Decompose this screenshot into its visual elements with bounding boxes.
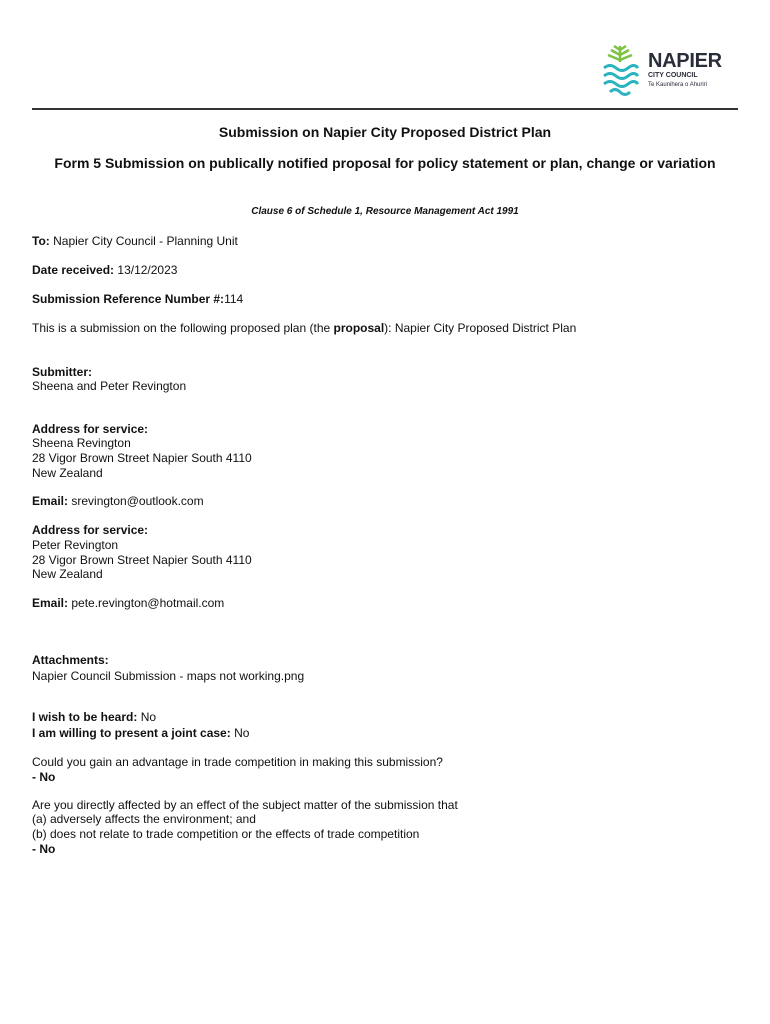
email-label: Email: — [32, 596, 69, 610]
to-line — [32, 234, 238, 249]
heard-label: I wish to be heard: — [32, 710, 138, 724]
email-value: srevington@outlook.com — [71, 494, 204, 508]
logo-subtitle: CITY COUNCIL — [648, 72, 698, 79]
address-street: 28 Vigor Brown Street Napier South 4110 — [32, 451, 252, 465]
address-label: Address for service: — [32, 422, 149, 436]
legal-clause: Clause 6 of Schedule 1, Resource Management Act 1991 — [251, 206, 519, 217]
submitter-value: Sheena and Peter Revington — [32, 379, 187, 393]
date-line — [32, 263, 177, 278]
trade-question: Could you gain an advantage in trade competition in making this submission? — [32, 755, 443, 769]
reference-label: Submission Reference Number #: — [32, 292, 225, 306]
proposal-text-post: ): Napier City Proposed District Plan — [384, 321, 577, 335]
email-label: Email: — [32, 494, 69, 508]
to-label: To: — [32, 234, 50, 248]
trade-answer: - No — [32, 770, 56, 784]
affected-answer: - No — [32, 842, 56, 856]
joint-case-line — [32, 726, 249, 741]
heard-line — [32, 710, 156, 725]
reference-value: 114 — [224, 292, 244, 306]
address-country: New Zealand — [32, 466, 103, 480]
heard-value: No — [140, 710, 157, 724]
header-divider — [32, 108, 738, 110]
attachment-file: Napier Council Submission - maps not working.png — [32, 669, 305, 683]
address-street: 28 Vigor Brown Street Napier South 4110 — [32, 553, 252, 567]
date-value: 13/12/2023 — [117, 263, 178, 277]
napier-city-council-logo — [598, 44, 738, 96]
proposal-text-pre: This is a submission on the following proposed plan (the — [32, 321, 334, 335]
council-emblem-icon — [598, 44, 642, 96]
logo-maori-name: Te Kaunihera o Ahuriri — [648, 82, 708, 88]
date-label: Date received: — [32, 263, 115, 277]
email-line — [32, 596, 224, 611]
form-title: Form 5 Submission on publically notified proposal for policy statement or plan, change or variation — [54, 155, 716, 171]
submitter-label: Submitter: — [32, 365, 92, 379]
affected-condition-a: (a) adversely affects the environment; and — [32, 812, 256, 826]
document-title: Submission on Napier City Proposed District Plan — [218, 124, 552, 140]
attachments-label: Attachments: — [32, 653, 109, 667]
joint-case-label: I am willing to present a joint case: — [32, 726, 231, 740]
address-name: Sheena Revington — [32, 436, 131, 450]
affected-condition-b: (b) does not relate to trade competition or the effects of trade competition — [32, 827, 420, 841]
affected-question: Are you directly affected by an effect of the subject matter of the submission that — [32, 798, 458, 812]
address-name: Peter Revington — [32, 538, 119, 552]
joint-case-value: No — [234, 726, 250, 740]
address-country: New Zealand — [32, 567, 103, 581]
logo-name: NAPIER — [648, 50, 722, 72]
email-line — [32, 494, 204, 509]
to-value: Napier City Council - Planning Unit — [53, 234, 238, 248]
email-value: pete.revington@hotmail.com — [71, 596, 225, 610]
proposal-term: proposal — [333, 321, 385, 335]
reference-line — [32, 292, 243, 307]
address-label: Address for service: — [32, 523, 149, 537]
proposal-line — [32, 321, 576, 336]
